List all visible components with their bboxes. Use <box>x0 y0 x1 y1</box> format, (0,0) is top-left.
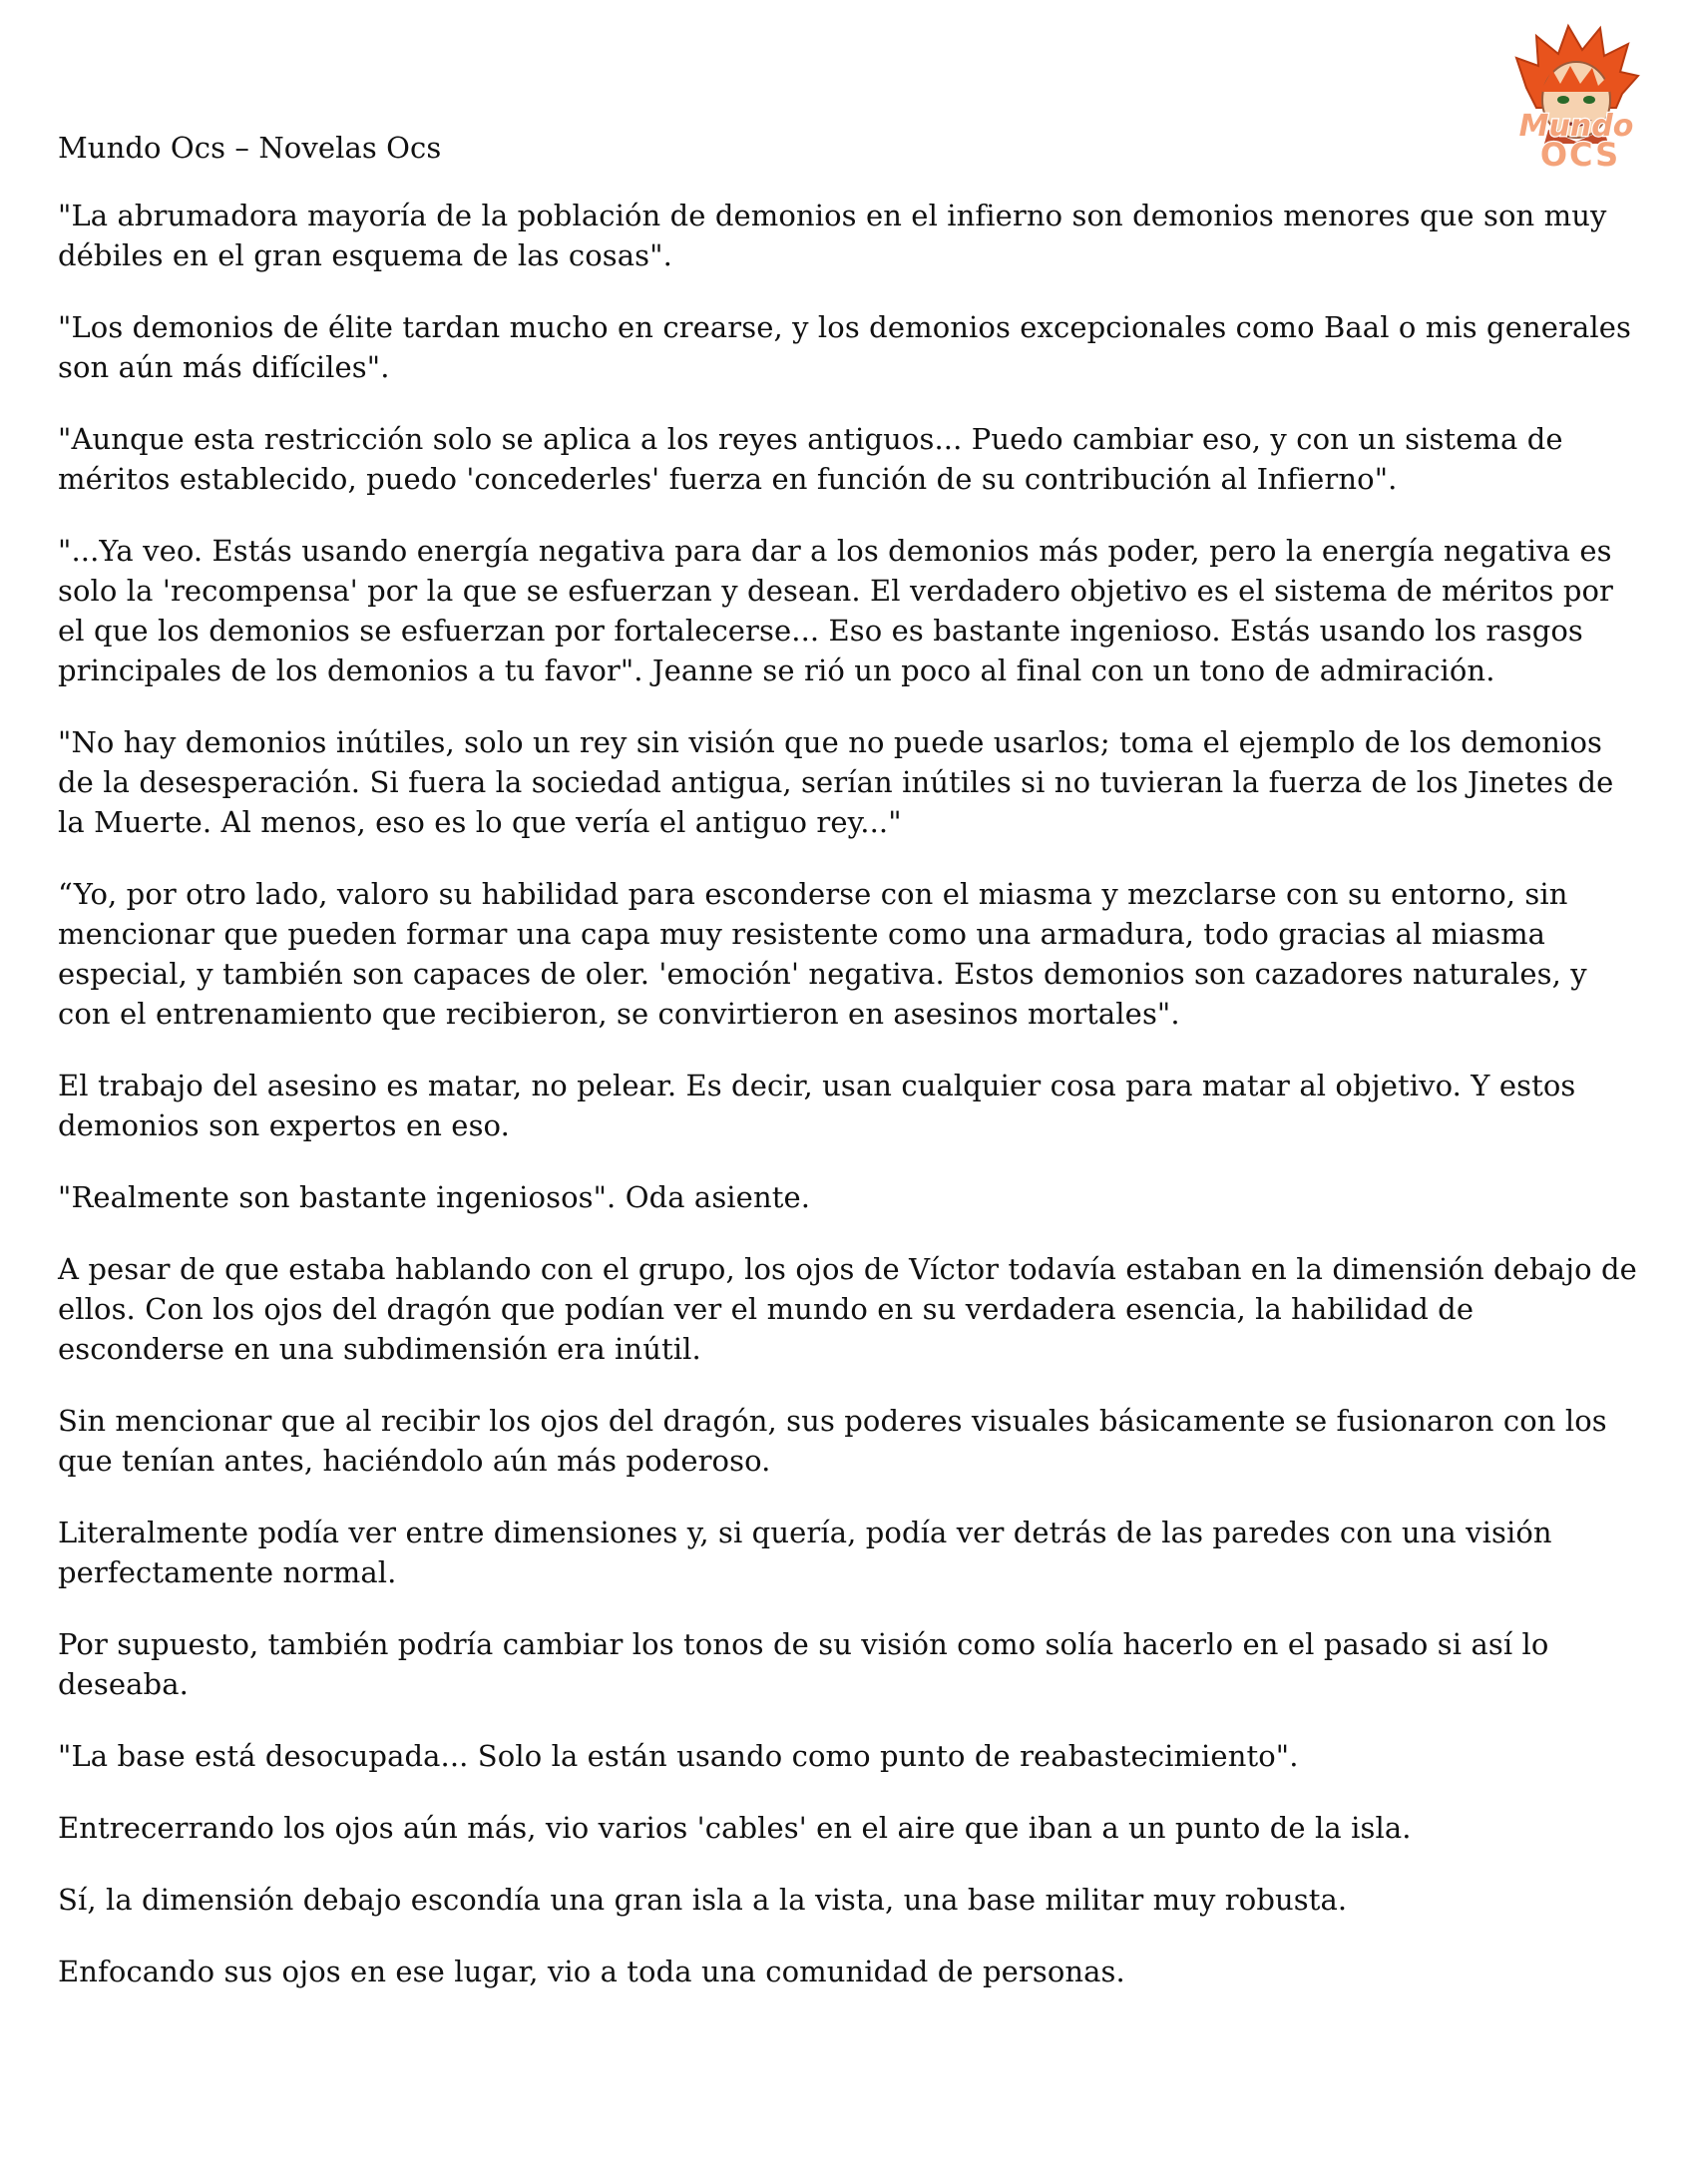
paragraph: Por supuesto, también podría cambiar los tonos de su visión como solía hacerlo en el pasado si así lo deseaba. <box>58 1627 1549 1701</box>
paragraph: Sí, la dimensión debajo escondía una gran isla a la vista, una base militar muy robusta. <box>58 1883 1348 1917</box>
paragraph: "La base está desocupada... Solo la están usando como punto de reabastecimiento". <box>58 1739 1299 1773</box>
paragraph: A pesar de que estaba hablando con el grupo, los ojos de Víctor todavía estaban en la dimensión debajo de ellos. Con los ojos del dragón que podían ver el mundo en su verdadera esencia, la habilidad de esconderse en una subdimensión era inútil. <box>58 1252 1637 1366</box>
svg-text:OCS: OCS <box>1539 136 1621 174</box>
paragraph: "La abrumadora mayoría de la población de demonios en el infierno son demonios menores que son muy débiles en el gran esquema de las cosas". <box>58 199 1607 272</box>
paragraph: El trabajo del asesino es matar, no pelear. Es decir, usan cualquier cosa para matar al objetivo. Y estos demonios son expertos en eso. <box>58 1069 1576 1142</box>
paragraph: "Los demonios de élite tardan mucho en crearse, y los demonios excepcionales como Baal o mis generales son aún más difíciles". <box>58 310 1631 384</box>
paragraph: Sin mencionar que al recibir los ojos del dragón, sus poderes visuales básicamente se fusionaron con los que tenían antes, haciéndolo aún más poderoso. <box>58 1404 1607 1478</box>
svg-text:Mundo: Mundo <box>1518 109 1634 144</box>
document-page <box>58 128 1644 2023</box>
paragraph: "No hay demonios inútiles, solo un rey sin visión que no puede usarlos; toma el ejemplo de los demonios de la desesperación. Si fuera la sociedad antigua, serían inútiles si no tuvieran la fuerza de los Jinetes de la Muerte. Al menos, eso es lo que vería el antiguo rey..." <box>58 725 1614 839</box>
paragraph: "...Ya veo. Estás usando energía negativa para dar a los demonios más poder, pero la energía negativa es solo la 'recompensa' por la que se esfuerzan y desean. El verdadero objetivo es el sistema de méritos por el que los demonios se esfuerzan por fortalecerse... Eso es bastante ingenioso. Estás usando los rasgos principales de los demonios a tu favor". Jeanne se rió un poco al final con un tono de admiración. <box>58 534 1614 687</box>
paragraph: Literalmente podía ver entre dimensiones y, si quería, podía ver detrás de las paredes con una visión perfectamente normal. <box>58 1516 1552 1589</box>
paragraph: "Realmente son bastante ingeniosos". Oda asiente. <box>58 1180 811 1214</box>
paragraph: “Yo, por otro lado, valoro su habilidad para esconderse con el miasma y mezclarse con su entorno, sin mencionar que pueden formar una capa muy resistente como una armadura, todo gracias al miasma especial, y también son capaces de oler. 'emoción' negativa. Estos demonios son cazadores naturales, y con el entrenamiento que recibieron, se convirtieron en asesinos mortales". <box>58 877 1587 1031</box>
page-header: Mundo Ocs – Novelas Ocs <box>58 131 442 165</box>
paragraph: "Aunque esta restricción solo se aplica a los reyes antiguos... Puedo cambiar eso, y con un sistema de méritos establecido, puedo 'concederles' fuerza en función de su contribución al Infierno". <box>58 422 1563 496</box>
paragraph: Entrecerrando los ojos aún más, vio varios 'cables' en el aire que iban a un punto de la isla. <box>58 1811 1412 1845</box>
paragraph: Enfocando sus ojos en ese lugar, vio a toda una comunidad de personas. <box>58 1955 1125 1988</box>
